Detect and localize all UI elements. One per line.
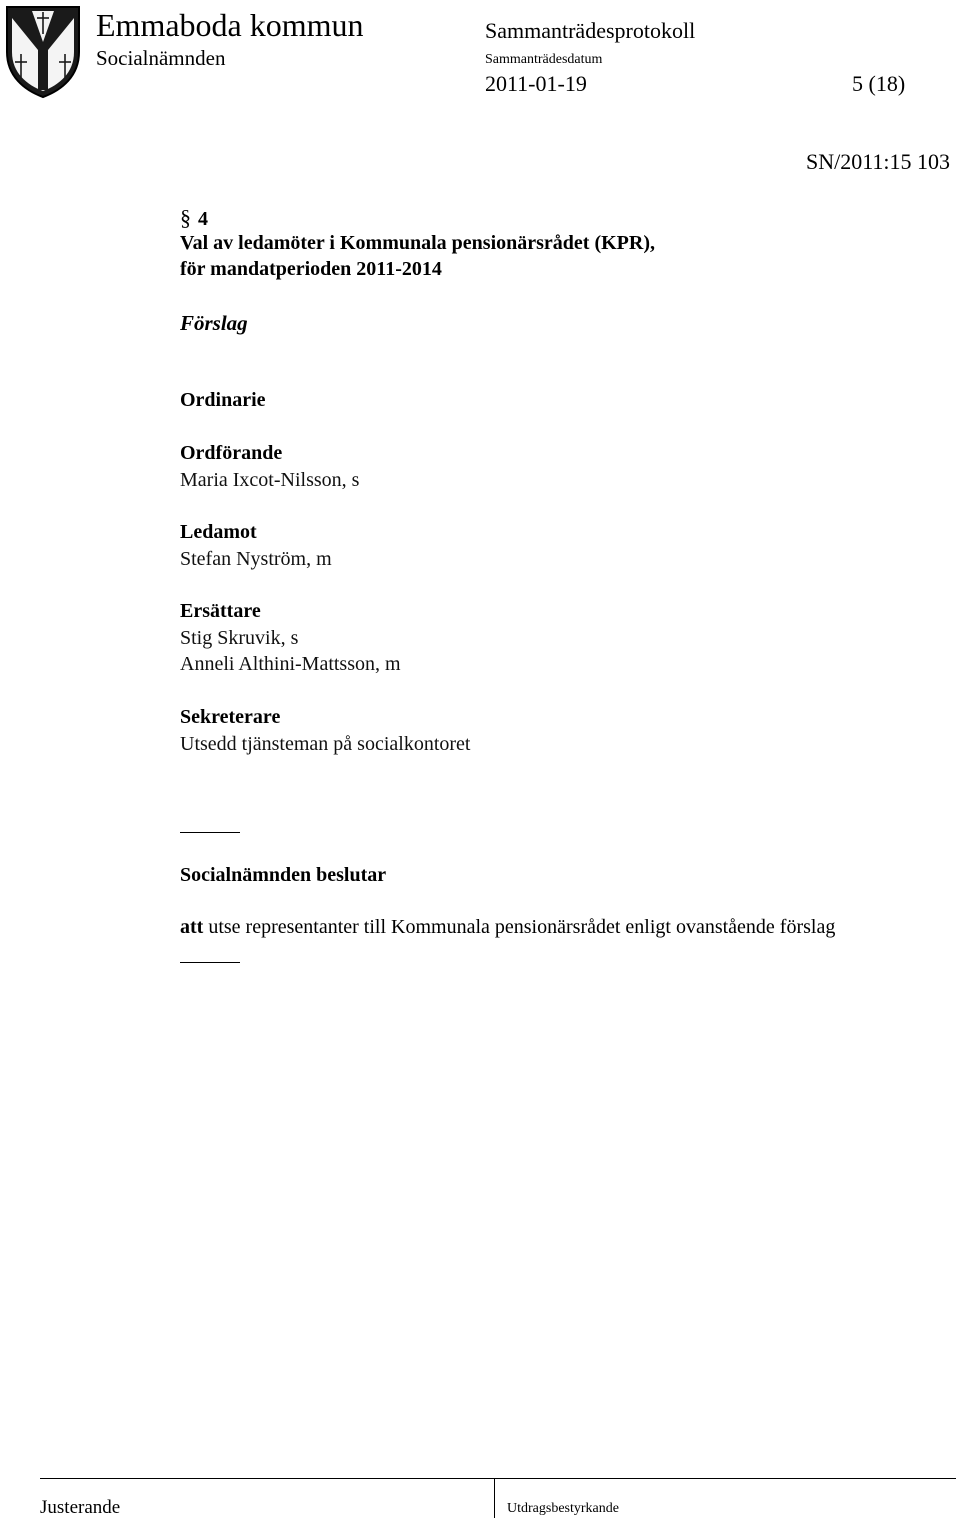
member-name: Stefan Nyström, m (180, 548, 332, 570)
substitutes-heading: Ersättare (180, 600, 261, 622)
coat-of-arms-icon (4, 4, 82, 100)
decision-heading: Socialnämnden beslutar (180, 864, 387, 886)
paragraph-title-line-2: för mandatperioden 2011-2014 (180, 258, 442, 280)
substitute-name: Stig Skruvik, s (180, 627, 299, 649)
ordinary-heading: Ordinarie (180, 389, 266, 411)
department-name: Socialnämnden (96, 46, 226, 70)
section-symbol: § (180, 205, 191, 230)
secretary-heading: Sekreterare (180, 706, 281, 728)
decision-body: utse representanter till Kommunala pensionärsrådet enligt ovanstående förslag (203, 916, 836, 938)
footer-utdragsbestyrkande-label: Utdragsbestyrkande (507, 1501, 619, 1516)
divider (180, 962, 240, 963)
footer-divider (494, 1478, 495, 1518)
decision-text (180, 914, 835, 940)
chair-heading: Ordförande (180, 442, 283, 464)
footer-justerande-label: Justerande (40, 1497, 121, 1518)
footer-rule (40, 1478, 956, 1479)
municipality-name: Emmaboda kommun (96, 7, 364, 43)
paragraph-number (180, 204, 208, 233)
paragraph-number-value: 4 (198, 208, 208, 230)
page-number: 5 (18) (852, 71, 906, 96)
decision-keyword: att (180, 916, 204, 938)
member-heading: Ledamot (180, 521, 257, 543)
case-number: SN/2011:15 103 (806, 149, 951, 174)
document-type: Sammanträdesprotokoll (485, 18, 696, 43)
divider (180, 832, 240, 833)
chair-name: Maria Ixcot-Nilsson, s (180, 469, 360, 491)
meeting-date-label: Sammanträdesdatum (485, 52, 603, 67)
paragraph-title-line-1: Val av ledamöter i Kommunala pensionärsrådet (KPR), (180, 232, 655, 254)
proposal-heading: Förslag (180, 311, 248, 335)
secretary-name: Utsedd tjänsteman på socialkontoret (180, 733, 471, 755)
meeting-date: 2011-01-19 (485, 71, 587, 96)
substitute-name: Anneli Althini-Mattsson, m (180, 653, 401, 675)
